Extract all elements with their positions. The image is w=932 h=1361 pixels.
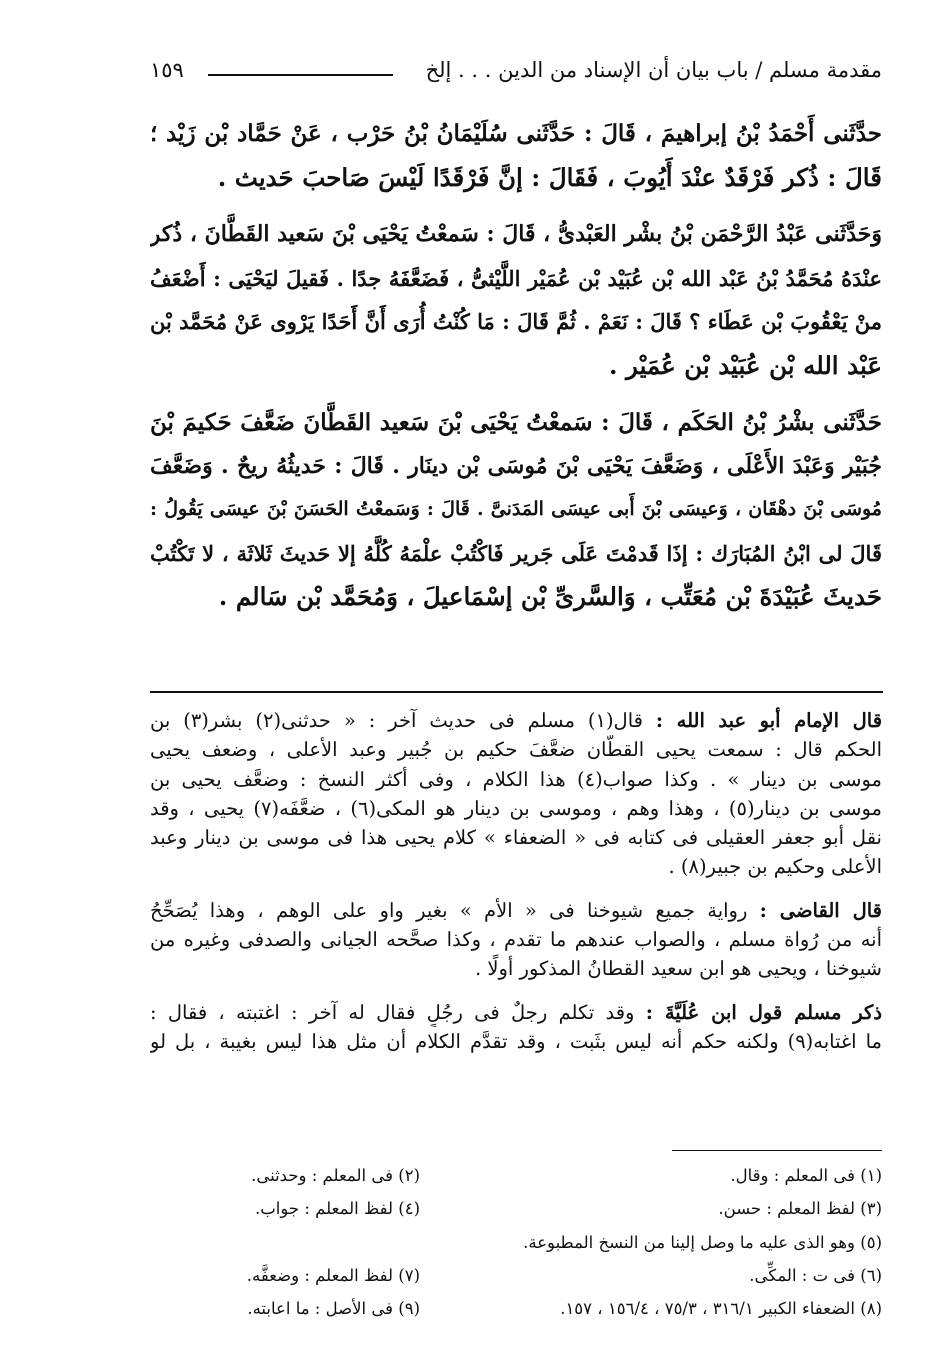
header-rule	[208, 74, 393, 76]
commentary-line: موسى بن دينار(٥) ، وهذا وهم ، وموسى بن دينار هو المكى(٦) ، ضعَّفَه(٧) يحيى ، وقد	[150, 796, 882, 820]
commentary-lead: قال الإمام أبو عبد الله :	[655, 709, 882, 732]
footnote: (٥) وهو الذى عليه ما وصل إلينا من النسخ المطبوعة.	[523, 1233, 882, 1252]
commentary-line: موسى بن دينار » . وكذا صواب(٤) هذا الكلام ، وفى أكثر النسخ : وضعَّف يحيى بن	[150, 767, 882, 791]
text-line: مُوسَى بْنَ دهْقَان ، وَعيسَى بْنَ أَبى عيسَى المَدَنىَّ . قَالَ : وَسَمعْتُ الحَسَنَ بْنَ عيسَى يَقُولُ :	[150, 498, 882, 520]
text-line: جُبَيْر وَعَبْدَ الأَعْلَى ، وَضَعَّفَ يَحْيَى بْنَ مُوسَى بْن دينَار . قَالَ : حَديثُهُ ريحٌ . وَضَعَّفَ	[150, 452, 882, 479]
commentary-text: وقد تكلم رجلٌ فى رجُلٍ فقال له آخر : اغتبته ، فقال :	[150, 1000, 646, 1024]
footnote: (٨) الضعفاء الكبير ٣١٦/١ ، ٧٥/٣ ، ١٥٦/٤ ، ١٥٧.	[560, 1299, 882, 1318]
commentary-line: شيوخنا ، ويحيى هو ابن سعيد القطانُ المذكور أولًا .	[474, 957, 882, 981]
footnote: (٧) لفظ المعلم : وضعفَّه.	[246, 1266, 420, 1285]
commentary	[150, 706, 882, 1056]
text-line: حَدَّثَنى بشْرُ بْنُ الحَكَم ، قَالَ : سَمعْتُ يَحْيَى بْنَ سَعيد القَطَّانَ ضَعَّفَ حَكيمَ بْنَ	[150, 409, 882, 436]
commentary-lead: ذكر مسلم قول ابن عُلَيَّةَ :	[645, 1000, 882, 1024]
running-header	[150, 58, 882, 94]
footnote: (٣) لفظ المعلم : حسن.	[718, 1199, 882, 1218]
text-line: عَبْد الله بْن عُبَيْد بْن عُمَيْر .	[609, 350, 882, 380]
commentary-line: نقل أبو جعفر العقيلى فى كتابه فى « الضعفاء » كلام يحيى هذا فى موسى بن دينار وعبد	[150, 826, 882, 850]
hadith-text	[150, 112, 882, 619]
text-line: حَديثَ عُبَيْدَةَ بْن مُعَتِّب ، وَالسَّرىِّ بْن إسْمَاعيلَ ، وَمُحَمَّد بْن سَالم .	[218, 582, 882, 611]
header-title: مقدمة مسلم / باب بيان أن الإسناد من الدين . . . إلخ	[425, 58, 882, 82]
page-number: ١٥٩	[150, 58, 184, 82]
footnote: (٩) فى الأصل : ما اعابته.	[247, 1299, 420, 1318]
text-line: قَالَ لى ابْنُ المُبَارَك : إذَا قَدمْتَ عَلَى جَرير فَاكْتُبْ علْمَهُ كُلَّهُ إلا حَديثَ ثَلاثَة ، لا تَكْتُبْ	[150, 540, 882, 566]
commentary-line	[150, 706, 882, 735]
footnote-divider	[672, 1150, 882, 1151]
section-divider	[150, 691, 883, 693]
commentary-text: قال(١) مسلم فى حديث آخر : « حدثنى(٢) بشر(٣) بن	[150, 709, 656, 732]
commentary-line	[150, 998, 882, 1027]
text-line: قَالَ : ذُكر فَرْقَدٌ عنْدَ أَيُوبَ ، فَقَالَ : إنَّ فَرْقَدًا لَيْسَ صَاحبَ حَديث .	[217, 162, 882, 192]
commentary-line: ما اغتابه(٩) ولكنه حكم أنه ليس بثَبت ، وقد تقدَّم الكلام أن مثل هذا ليس بغيبة ، بل لو	[150, 1029, 882, 1053]
text-line: حدَّثَنى أَحْمَدُ بْنُ إبراهيمَ ، قَالَ : حَدَّثَنى سُلَيْمَانُ بْنُ حَرْب ، عَنْ حَمَّاد بْن زَيْد ؛	[150, 120, 882, 147]
commentary-line: الأعلى وحكيم بن جبير(٨) .	[668, 855, 882, 879]
footnote: (٢) فى المعلم : وحدثنى.	[251, 1166, 420, 1185]
text-line: وَحَدَّثَنى عَبْدُ الرَّحْمَن بْنُ بشْر العَبْدىُّ ، قَالَ : سَمعْتُ يَحْيَى بْنَ سَعيد القَطَّانَ ، ذُكر	[150, 221, 882, 247]
commentary-line	[150, 896, 882, 925]
text-line: منْ يَعْقُوبَ بْن عَطَاء ؟ قَالَ : نَعَمْ . ثُمَّ قَالَ : مَا كُنْتُ أُرَى أَنَّ أَحَدًا يَرْوى عَنْ مُحَمَّد بْن	[150, 309, 882, 334]
footnote: (٤) لفظ المعلم : جواب.	[255, 1199, 420, 1218]
footnote: (٦) فى ت : المكِّى.	[749, 1266, 882, 1285]
commentary-line: الحكم قال : سمعت يحيى القطَّان ضعَّفَ حكيم بن جُبير وعبد الأعلى ، وضعف يحيى	[150, 738, 882, 762]
commentary-lead: قال القاضى :	[759, 898, 882, 922]
commentary-text: رواية جميع شيوخنا فى « الأم » بغير واو على الوهم ، وهذا يُصَحِّحُ	[150, 898, 760, 922]
text-line: عنْدَهُ مُحَمَّدُ بْنُ عَبْد الله بْن عُبَيْد بْن عُمَيْر اللَّيْثىُّ ، فَضَعَّفَهُ جدًا . فَقيلَ ليَحْيَى : أَضْعَفُ	[150, 265, 882, 291]
commentary-line: أنه من رُواة مسلم ، والصواب عندهم ما تقدم ، وكذا صحَّحه الجيانى والصدفى وغيره من	[150, 928, 882, 952]
footnote: (١) فى المعلم : وقال.	[730, 1166, 882, 1185]
